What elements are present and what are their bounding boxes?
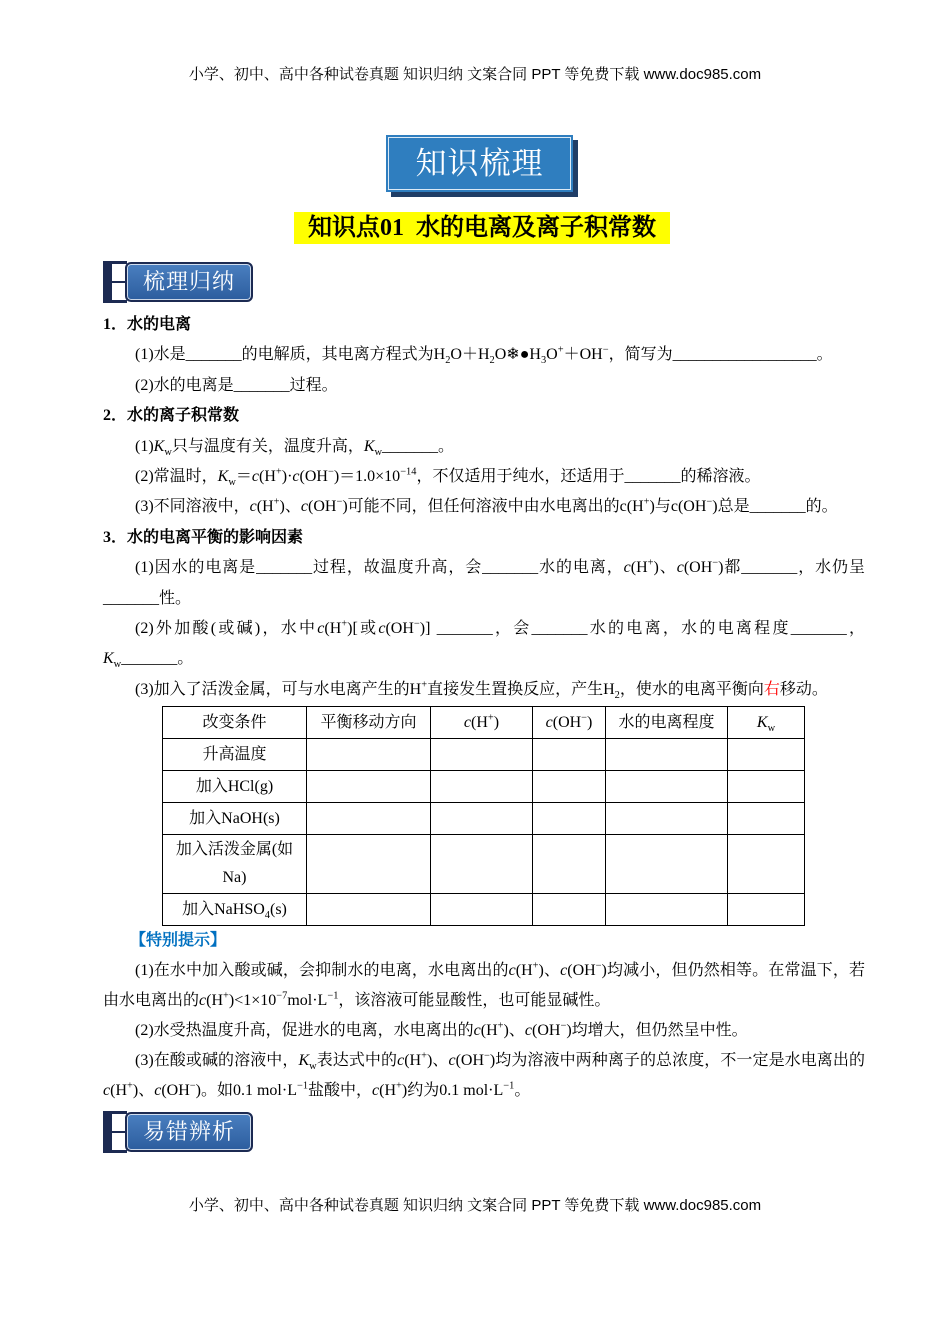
text-run: (H [471, 713, 488, 731]
text-run: mol·L [287, 992, 328, 1010]
table-header-cell [307, 707, 431, 739]
text-run: (3)加入了活泼金属，可与水电离产生的H [135, 680, 422, 698]
italic-symbol: K [298, 1052, 310, 1070]
text-run: (OH [308, 498, 337, 516]
text-run: )均为溶液中两种离子的总浓度，不一定是水电离出的 [489, 1052, 865, 1070]
superscript: −7 [276, 990, 288, 1002]
text-run: (H [480, 1022, 498, 1040]
text-run: 升高温度 [202, 745, 267, 763]
text-run: ，不仅适用于纯水，还适用于_______的稀溶液。 [416, 468, 761, 486]
superscript: −14 [400, 466, 417, 478]
superscript: −1 [503, 1080, 515, 1092]
text-run: (H [379, 1082, 397, 1100]
badge-bracket-arm [112, 261, 127, 264]
subscript: w [164, 446, 172, 458]
table-cell-empty [533, 771, 606, 803]
text-run: ＋OH [563, 346, 603, 364]
table-cell-empty [606, 894, 728, 926]
knowledge-point-heading [294, 212, 670, 244]
table-header-row [163, 707, 805, 739]
superscript: + [647, 557, 654, 569]
text-run: O [546, 346, 558, 364]
list-item [103, 340, 865, 370]
text-run: )都_______，水仍呈_______性。 [103, 559, 865, 607]
text-run: )、 [503, 1022, 525, 1040]
italic-symbol: K [363, 437, 375, 455]
table-cell-empty [431, 739, 533, 771]
superscript: − [560, 1020, 567, 1032]
italic-symbol: K [103, 650, 114, 668]
table-cell-empty [533, 803, 606, 835]
table-cell-empty [307, 771, 431, 803]
text-run: (1)水是_______的电解质，其电离方程式为H [135, 346, 446, 364]
table-cell-empty [533, 894, 606, 926]
text-run: ，使水的电离平衡向 [619, 680, 764, 698]
knowledge-point-label: 知识点01 [308, 215, 404, 241]
text-run: )。如0.1 mol·L [195, 1082, 297, 1100]
list-item [103, 1046, 865, 1106]
text-run: )、 [132, 1082, 155, 1100]
list-item [103, 614, 865, 675]
badge-bracket-bar [103, 1111, 112, 1153]
main-content [103, 310, 865, 1153]
text-run: (s) [269, 900, 287, 918]
text-run: )可能不同，但任何溶液中由水电离出的c(H [342, 498, 644, 516]
superscript: − [336, 497, 343, 509]
section-heading: 1．水的电离 [103, 316, 192, 333]
table-row-label [163, 771, 307, 803]
list-item [103, 492, 865, 522]
list-item [103, 956, 865, 1016]
text-run: (H [515, 962, 533, 980]
table-row-label [163, 835, 307, 894]
text-run: (H [256, 498, 274, 516]
table-cell-empty [606, 803, 728, 835]
table-row [163, 739, 805, 771]
text-run: 平衡移动方向 [320, 713, 417, 731]
text-run: )] _______，会_______水的电离，水的电离程度_______， [419, 620, 865, 638]
table-cell-empty [606, 835, 728, 894]
text-run: 水的电离程度 [618, 713, 715, 731]
italic-symbol: c [317, 620, 325, 638]
superscript: + [497, 1020, 504, 1032]
subscript: 2 [614, 690, 620, 702]
text-run: )、 [653, 559, 677, 577]
subscript: 3 [540, 355, 547, 367]
text-run: )总是_______的。 [712, 498, 838, 516]
badge-bracket-arm [112, 300, 127, 303]
text-run: (H [324, 620, 342, 638]
table-cell-empty [431, 894, 533, 926]
badge-errors [103, 1111, 253, 1153]
list-item [103, 432, 865, 462]
superscript: + [273, 497, 280, 509]
text-run: _______。 [382, 437, 455, 455]
superscript: − [484, 1050, 490, 1062]
special-tip [103, 926, 865, 1106]
table-row [163, 771, 805, 803]
text-run: ，简写为__________________。 [608, 346, 833, 364]
italic-symbol: c [560, 962, 568, 980]
table-header-cell [431, 707, 533, 739]
knowledge-point-title: 水的电离及离子积常数 [416, 215, 656, 241]
text-run: )· [281, 468, 293, 486]
emphasis-red: 右 [763, 680, 780, 698]
text-run: (H [110, 1082, 127, 1100]
table-cell-empty [307, 894, 431, 926]
table-row-label [163, 894, 307, 926]
superscript: + [421, 679, 428, 691]
text-run: )＝1.0×10 [333, 468, 401, 486]
table-cell-empty [533, 739, 606, 771]
table-cell-empty [728, 803, 805, 835]
italic-symbol: c [372, 1082, 380, 1100]
text-run: (OH [552, 713, 582, 731]
footer-banner: 小学、初中、高中各种试卷真题 知识归纳 文案合同 PPT 等免费下载 www.doc985.com [188, 1197, 762, 1214]
header-banner: 小学、初中、高中各种试卷真题 知识归纳 文案合同 PPT 等免费下载 www.doc985.com [188, 66, 762, 83]
text-run: (OH [161, 1082, 190, 1100]
badge-bracket-bar [103, 261, 112, 303]
table-header-cell [728, 707, 805, 739]
superscript: − [595, 960, 602, 972]
text-run: (OH [532, 1022, 561, 1040]
italic-symbol: c [378, 620, 386, 638]
table-cell-empty [431, 771, 533, 803]
badge-bracket-arm [112, 1111, 127, 1114]
text-run: (OH [299, 468, 328, 486]
table-cell-empty [728, 894, 805, 926]
subscript: w [228, 477, 236, 489]
text-run: )与c(OH [649, 498, 707, 516]
text-run: (OH [567, 962, 596, 980]
table-cell-empty [606, 739, 728, 771]
table-cell-empty [728, 739, 805, 771]
text-run: 只与温度有关，温度升高， [171, 437, 364, 455]
text-run: 加入NaOH(s) [189, 809, 280, 827]
superscript: + [643, 497, 650, 509]
text-run: ，该溶液可能显酸性，也可能显碱性。 [338, 992, 611, 1010]
list-item [103, 371, 865, 401]
italic-symbol: c [251, 468, 259, 486]
superscript: − [706, 497, 713, 509]
text-run: (OH [683, 559, 713, 577]
subscript: 2 [489, 355, 495, 367]
table-cell-empty [533, 835, 606, 894]
text-run: O＋H [450, 346, 490, 364]
text-run: (3)在酸或碱的溶液中， [135, 1052, 299, 1070]
superscript: + [396, 1080, 402, 1092]
table-row-label [163, 803, 307, 835]
text-run: )、 [538, 962, 561, 980]
text-run: (H [258, 468, 276, 486]
text-run: )均减小，但仍然相等。在常温下，若由水电离出的 [103, 962, 865, 1010]
superscript: + [341, 618, 348, 630]
subscript: 2 [445, 355, 451, 367]
text-run: )均增大，但仍然呈中性。 [566, 1022, 748, 1040]
table-cell-empty [431, 803, 533, 835]
table-row [163, 803, 805, 835]
text-run: (H [630, 559, 648, 577]
text-run: 改变条件 [202, 713, 267, 731]
section-title-box: 知识梳理 [386, 135, 573, 192]
text-run: (2)外加酸(或碱)，水中 [135, 620, 318, 638]
italic-symbol: K [153, 437, 165, 455]
list-item [103, 553, 865, 614]
text-run: 加入HCl(g) [195, 777, 274, 795]
table-row-label [163, 739, 307, 771]
superscript: + [532, 960, 539, 972]
italic-symbol: c [154, 1082, 162, 1100]
equilibrium-table [162, 706, 805, 926]
italic-symbol: K [217, 468, 229, 486]
subscript: w [767, 722, 776, 734]
badge-summary [103, 261, 253, 303]
italic-symbol: c [524, 1022, 532, 1040]
text-run: 移动。 [779, 680, 828, 698]
italic-symbol: c [508, 962, 516, 980]
table-header-cell [606, 707, 728, 739]
text-run: )[或 [347, 620, 379, 638]
text-run: 表达式中的 [316, 1052, 398, 1070]
italic-symbol: c [676, 559, 684, 577]
italic-symbol: c [199, 992, 207, 1010]
text-run: )、 [426, 1052, 449, 1070]
text-run: ) [493, 713, 500, 731]
text-run: (H [404, 1052, 422, 1070]
table-cell-empty [728, 771, 805, 803]
italic-symbol: c [623, 559, 631, 577]
superscript: − [413, 618, 420, 630]
text-run: )约为0.1 mol·L [401, 1082, 504, 1100]
text-run: ＝ [235, 468, 252, 486]
superscript: + [421, 1050, 427, 1062]
text-run: 直接发生置换反应，产生H [427, 680, 615, 698]
section-heading: 3．水的电离平衡的影响因素 [103, 528, 304, 546]
text-run: ) [587, 713, 593, 731]
italic-symbol: c [292, 468, 300, 486]
text-run: 加入NaHSO [182, 900, 265, 918]
superscript: − [581, 712, 588, 724]
subscript: 4 [264, 909, 270, 921]
superscript: − [189, 1080, 196, 1092]
text-run: 盐酸中， [308, 1082, 373, 1100]
text-run: (3)不同溶液中， [135, 498, 250, 516]
italic-symbol: c [397, 1052, 405, 1070]
table-cell-empty [307, 739, 431, 771]
special-tip-label: 【特别提示】 [130, 932, 227, 950]
text-run: (2)水受热温度升高，促进水的电离，水电离出的 [135, 1022, 474, 1040]
italic-symbol: c [300, 498, 308, 516]
badge-bracket-arm [112, 1150, 127, 1153]
superscript: + [557, 345, 564, 357]
italic-symbol: c [249, 498, 257, 516]
table-header-cell [533, 707, 606, 739]
text-run: (1)因水的电离是_______过程，故温度升高，会_______水的电离， [135, 559, 624, 577]
superscript: −1 [327, 990, 339, 1002]
text-run: 。 [514, 1082, 531, 1100]
text-run: (2)水的电离是_______过程。 [135, 376, 338, 394]
list-item [103, 675, 865, 705]
subscript: w [309, 1061, 317, 1073]
table-cell-empty [307, 803, 431, 835]
italic-symbol: K [756, 713, 768, 731]
text-run: O❄●H [494, 346, 541, 364]
text-run: (1)在水中加入酸或碱，会抑制水的电离，水电离出的 [135, 962, 509, 980]
superscript: −1 [296, 1080, 309, 1092]
table-cell-empty [307, 835, 431, 894]
list-item [103, 1016, 865, 1046]
text-run: )<1×10 [228, 992, 277, 1010]
italic-symbol: c [545, 713, 553, 731]
list-item [103, 462, 865, 492]
italic-symbol: c [473, 1022, 481, 1040]
text-run: (OH [385, 620, 414, 638]
table-header-cell [163, 707, 307, 739]
table-row [163, 835, 805, 894]
subscript: w [374, 446, 383, 458]
superscript: − [602, 345, 609, 357]
italic-symbol: c [103, 1082, 111, 1100]
superscript: + [275, 466, 282, 478]
text-run: 加入活泼金属(如Na) [175, 841, 294, 887]
table-cell-empty [728, 835, 805, 894]
superscript: − [327, 466, 334, 478]
badge-summary-label: 梳理归纳 [125, 262, 253, 302]
text-run: (2)常温时， [135, 468, 218, 486]
badge-errors-label: 易错辨析 [125, 1112, 253, 1152]
section-heading: 2．水的离子积常数 [103, 407, 240, 425]
italic-symbol: c [463, 713, 471, 731]
text-run: (OH [455, 1052, 484, 1070]
table-cell-empty [431, 835, 533, 894]
text-run: )、 [279, 498, 301, 516]
text-run: (1) [135, 437, 154, 455]
table-cell-empty [606, 771, 728, 803]
text-run: (H [206, 992, 224, 1010]
superscript: + [223, 990, 229, 1002]
text-run: _______。 [121, 650, 194, 668]
superscript: − [712, 557, 719, 569]
subscript: w [113, 659, 122, 671]
italic-symbol: c [448, 1052, 456, 1070]
superscript: + [127, 1080, 133, 1092]
table-row [163, 894, 805, 926]
superscript: + [487, 712, 494, 724]
